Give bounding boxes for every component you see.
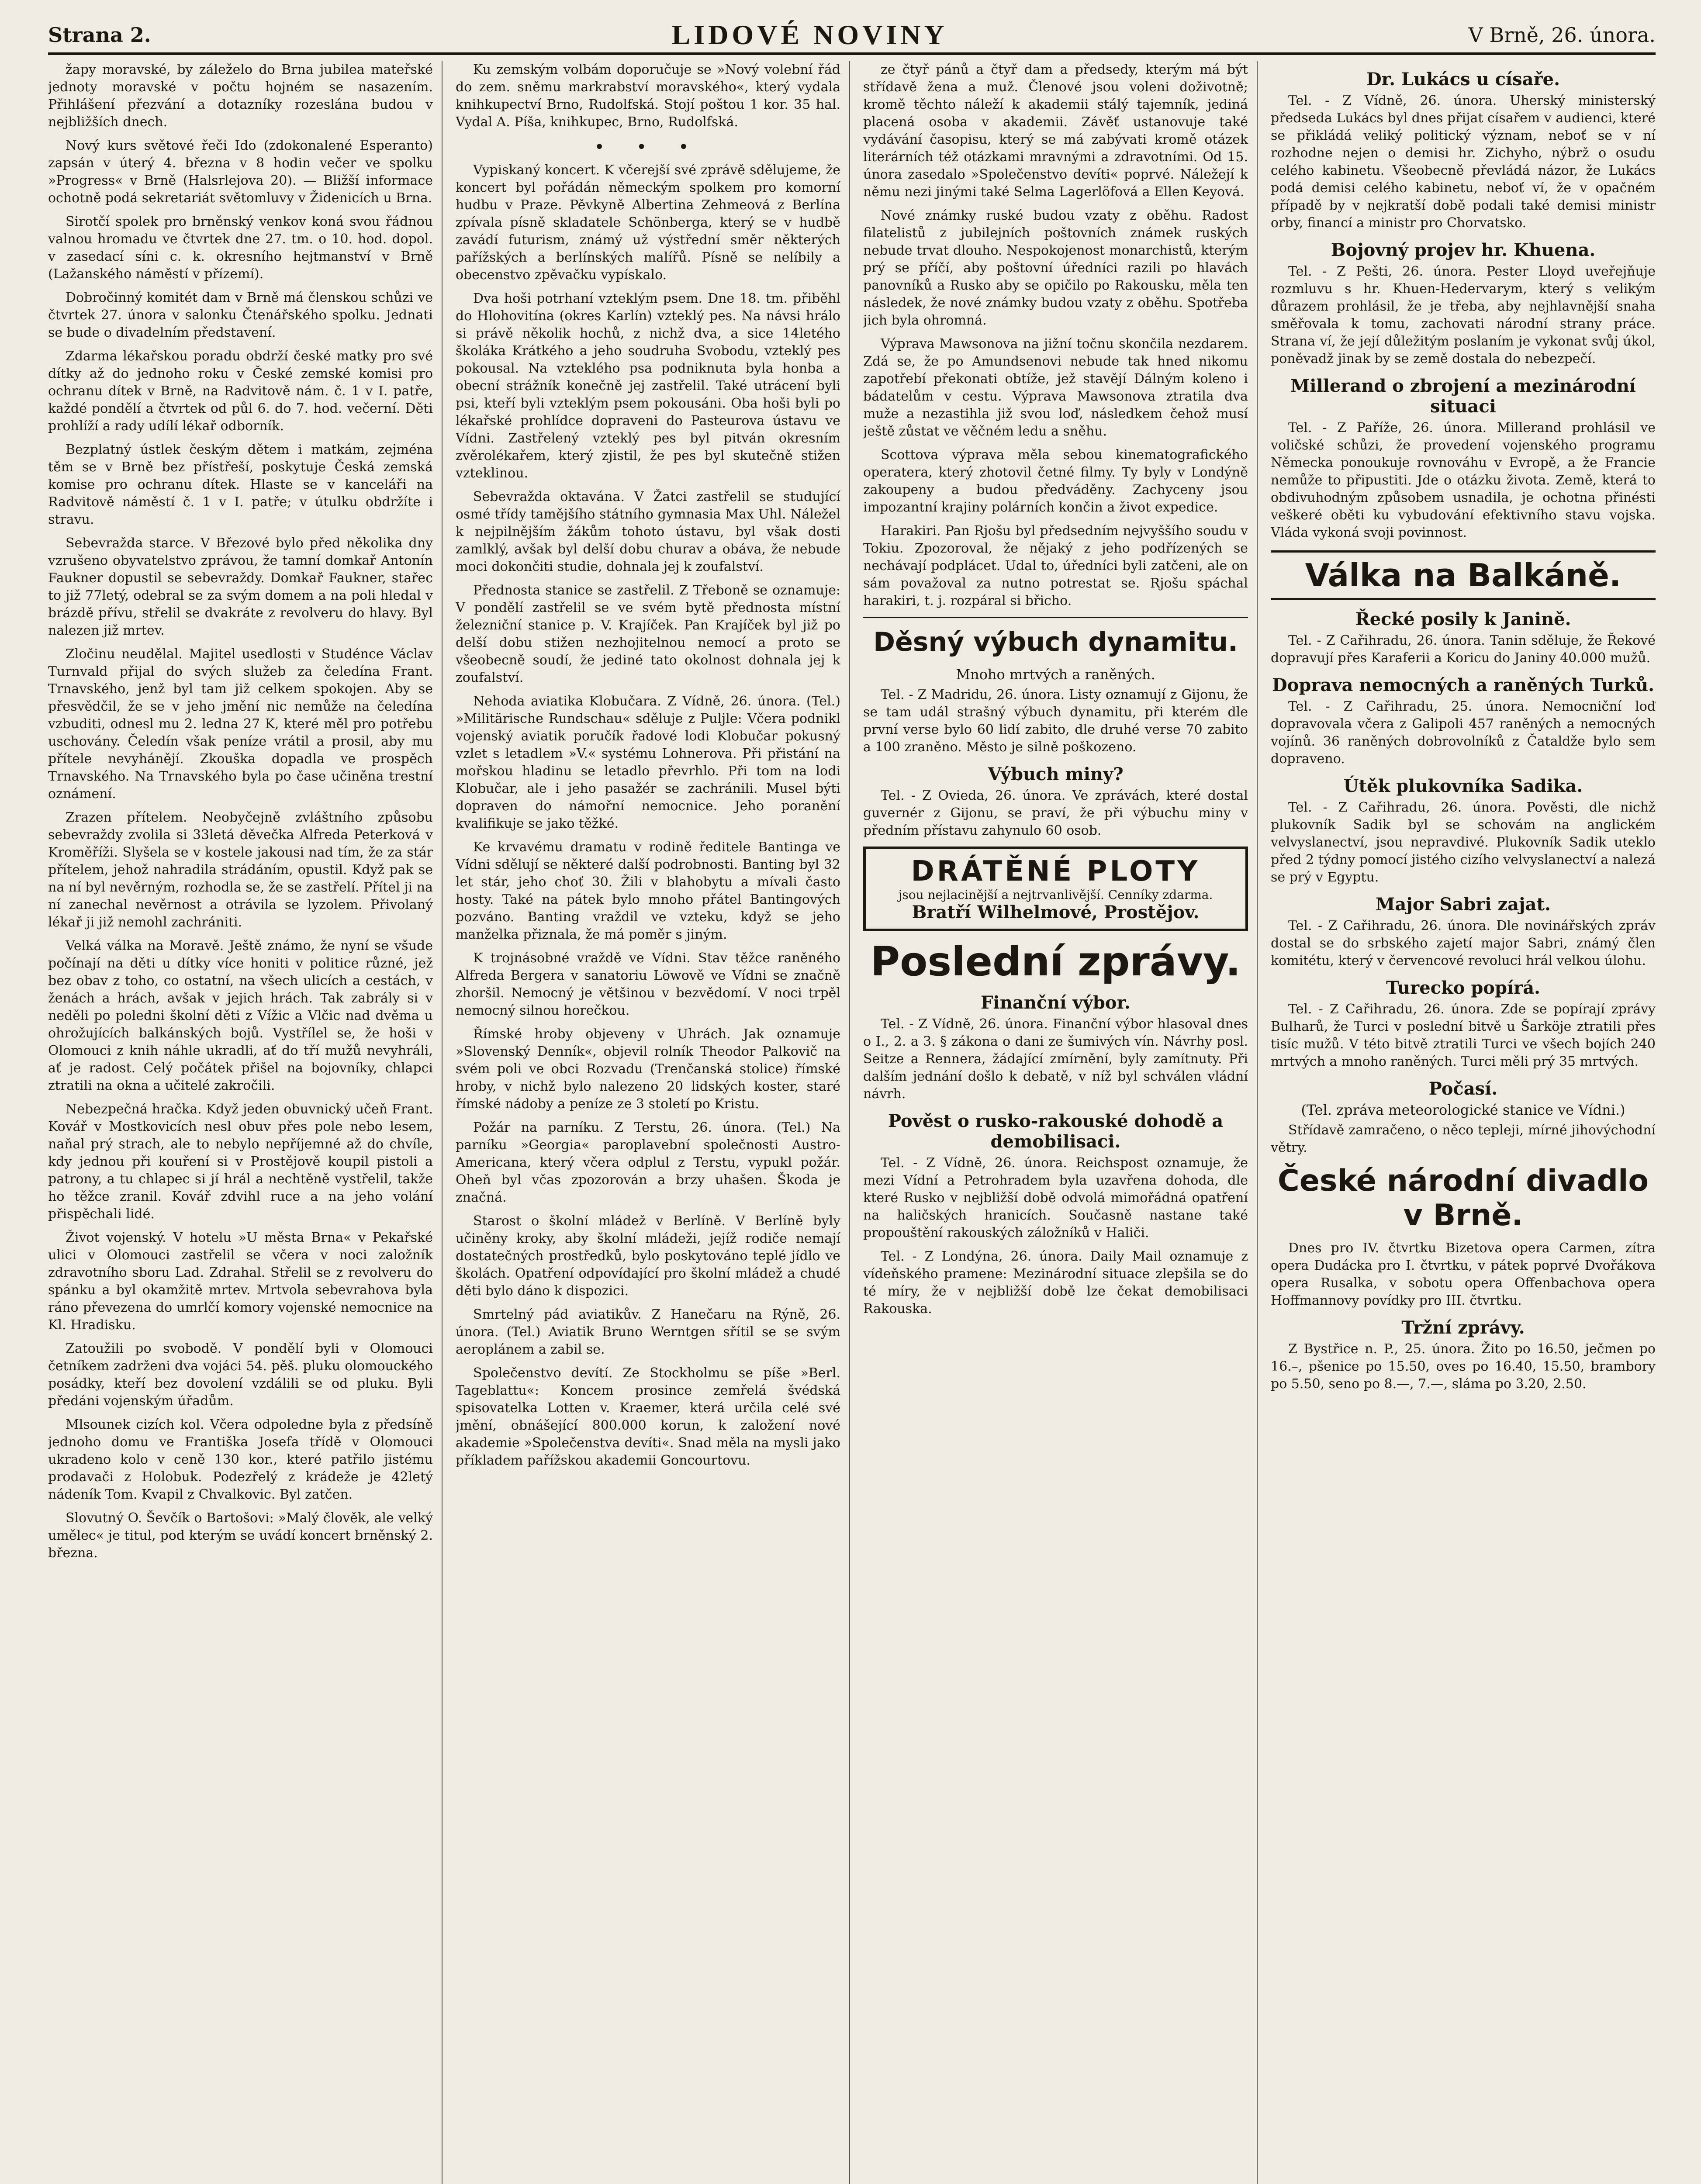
- article: Smrtelný pád aviatikův. Z Hanečaru na Rýně, 26. února. (Tel.) Aviatik Bruno Werntgen sřítil se se svým aeroplánem a zabil se.: [456, 1307, 840, 1357]
- headline-latest-news: Poslední zprávy.: [870, 938, 1241, 985]
- article: Bezplatný ústlek českým dětem i matkám, zejména těm se v Brně bez přístřeší, poskytuje Česká zemská komise pro ochranu dítek. Hlaste se v kanceláři na Radvitově náměstí č. 1 v I. patře; v útulku obdržíte i stravu.: [48, 442, 433, 527]
- article: Tel. - Z Cařihradu, 26. února. Tanin sděluje, že Řekové dopravují přes Karaferii a Koricu do Janiny 40.000 mužů.: [1271, 633, 1656, 666]
- article: Společenstvo devítí. Ze Stockholmu se píše »Berl. Tageblattu«: Koncem prosince zemřelá švédská spisovatelka Lotten v. Kraemer, která určila celé své jmění, obnášející 800.000 korun, k založení nové akademie »Společenstva devíti«. Snad měla na mysli jako příkladem pařížskou akademii Goncourtovu.: [456, 1365, 840, 1468]
- article: Tel. - Z Cařihradu, 26. února. Dle novinářských zpráv dostal se do srbského zajetí major Sabri, známý člen komitétu, který v červencové revoluci hrál velkou úlohu.: [1271, 918, 1656, 968]
- page-number: Strana 2.: [48, 23, 151, 47]
- article: Zdarma lékařskou poradu obdrží české matky pro své dítky až do jednoho roku v České zemské komisi pro ochranu dítek v Brně, na Radvitově nám. č. 1 v I. patře, každé pondělí a čtvrtek od půl 6. do 7. hod. večerní. Děti prohlíží a rady udílí lékař odborník.: [48, 349, 433, 434]
- article: Tel. - Z Ovieda, 26. února. Ve zprávách, které dostal guvernér z Gijonu, se praví, že při výbuchu miny v předním přístavu zahynulo 60 osob.: [863, 788, 1248, 838]
- article: Ku zemským volbám doporučuje se »Nový volební řád do zem. sněmu markrabství moravského«, který vydala knihkupectví Brno, Rudolfská. Stojí poštou 1 kor. 35 hal. Vydal A. Píša, knihkupec, Brno, Rudolfská.: [456, 62, 840, 130]
- weather-source: (Tel. zpráva meteorologické stanice ve Vídni.): [1301, 1102, 1625, 1118]
- section-heading: Pověst o rusko-rakouské dohodě a demobilisaci.: [888, 1111, 1224, 1152]
- article: Starost o školní mládež v Berlíně. V Berlíně byly učiněny kroky, aby školní mládeži, jejíž rodiče nemají dostatečných prostředků, bylo poskytováno teplé jídlo ve školách. Opatření odpovídající pro školní mládež a chudé děti bylo dáno k dispozici.: [456, 1213, 840, 1299]
- article: Zločinu neudělal. Majitel usedlosti v Studénce Václav Turnvald přijal do svých služeb za čeledína Frant. Trnavského, jenž byl tam již celkem spokojen. Aby se přesvědčil, že se v jeho jmění nic nemůže na čeledína vzbuditi, odnesl mu 2. ledna 27 K, které měl pro potřebu uschovány. Čeledín však peníze vrátil a prosil, aby mu přítele nevyhánějí. Zkouška dopadla ve prospěch Trnavského. Na Trnavského byla po čase učiněna trestní oznámení.: [48, 646, 433, 802]
- column-2: [456, 61, 850, 2184]
- article: Požár na parníku. Z Terstu, 26. února. (Tel.) Na parníku »Georgia« paroplavební společnosti Austro-Americana, který včera odplul z Terstu, vypukl požár. Oheň byl včas zpozorován a brzy uhašen. Škoda je značná.: [456, 1120, 840, 1205]
- masthead: LIDOVÉ NOVINY: [671, 19, 948, 50]
- section-heading: Výbuch miny?: [988, 764, 1124, 784]
- article: Římské hroby objeveny v Uhrách. Jak oznamuje »Slovenský Denník«, objevil rolník Theodor Palkovič na svém poli ve obci Rozvadu (Trenčanská stolice) římské hroby, v nichž bylo nalezeno 20 lidských koster, staré římské nádoby a peníze ze 3 století po Kristu.: [456, 1026, 840, 1112]
- columns: [48, 61, 1656, 2184]
- section-heading: Major Sabri zajat.: [1376, 894, 1551, 915]
- section-heading: Tržní zprávy.: [1401, 1317, 1525, 1338]
- advertisement: [863, 847, 1248, 931]
- headline-balkan-war: Válka na Balkáně.: [1271, 550, 1656, 600]
- headline-explosion: Děsný výbuch dynamitu.: [873, 627, 1238, 657]
- section-heading: Turecko popírá.: [1386, 978, 1541, 998]
- article: Dnes pro IV. čtvrtku Bizetova opera Carmen, zítra opera Dudácka pro I. čtvrtku, v pátek poprvé Dvořákova opera Rusalka, v sobotu opera Offenbachova opera Hoffmannovy povídky pro III. čtvrtku.: [1271, 1241, 1656, 1308]
- article: Tel. - Z Cařihradu, 25. února. Nemocniční loď dopravovala včera z Galipoli 457 raněných a nemocných vojínů. 36 raněných dobrovolníků z Čataldže bylo sem dopraveno.: [1271, 699, 1656, 767]
- headline-theatre: České národní divadlo v Brně.: [1277, 1164, 1649, 1233]
- article: Ke krvavému dramatu v rodině ředitele Bantinga ve Vídni sdělují se některé další podrobnosti. Banting byl 32 let stár, jeho choť 30. Žili v blahobytu a mívali často hosty. Také na pátek bylo mnoho přátel Bantingových pozváno. Banting vraždil ve vzteku, když se jeho manželka přiznala, že má poměr s jiným.: [456, 840, 840, 942]
- article: Tel. - Z Cařihradu, 26. února. Zde se popírají zprávy Bulharů, že Turci v poslední bitvě u Šarköje ztratili přes tisíc mužů. V této bitvě ztratili Turci ve všech bojích 240 mrtvých a mnoho raněných. Turci měli prý 35 mrtvých.: [1271, 1002, 1656, 1069]
- article: Sebevražda oktavána. V Žatci zastřelil se studující osmé třídy tamějšího státního gymnasia Max Uhl. Náležel k nejpilnějším žákům tohoto ústavu, byl však dosti zamlklý, avšak byl delší dobu churav a obáva, že nebude moci dokončiti studie, dohnala jej k zoufalství.: [456, 489, 840, 574]
- section-heading: Počasí.: [1428, 1078, 1498, 1099]
- article: Nové známky ruské budou vzaty z oběhu. Radost filatelistů z jubilejních poštovních známek ruských nebude trvat dlouho. Nespokojenost monarchistů, kterým prý se příčí, aby poštovní úředníci razili po hlavách panovníků a Rusko aby se opičilo po Rakousku, měla ten následek, že nové známky budou vzaty z oběhu. Spotřeba jich byla ohromná.: [863, 208, 1248, 328]
- article: Dobročinný komitét dam v Brně má členskou schůzi ve čtvrtek 27. února v salonku Čtenářského spolku. Jednati se bude o divadelním představení.: [48, 290, 433, 340]
- article: Tel. - Z Cařihradu, 26. února. Pověsti, dle nichž plukovník Sadik byl se schovám na anglickém velvyslanectví, jsou nepravdivé. Plukovník Sadik uteklo před 2 týdny pomocí jistého cizího velvyslanectví a nalezá se prý v Egyptu.: [1271, 800, 1656, 885]
- article: Výprava Mawsonova na jižní točnu skončila nezdarem. Zdá se, že po Amundsenovi nebude tak hned nikomu zapotřebí překonati obtíže, jež stavějí Dálným koleno i bádatelům v cestu. Výprava Mawsonova ztratila dva muže a nezastihla již svou loď, následkem čehož musí ještě zůstat ve věčném ledu a sněhu.: [863, 336, 1248, 439]
- section-heading: Řecké posily k Janině.: [1355, 609, 1571, 629]
- article: Z Bystřice n. P., 25. února. Žito po 16.50, ječmen po 16.–, pšenice po 15.50, oves po 16.40, 15.50, brambory po 5.50, seno po 8.—, 7.—, sláma po 3.20, 2.50.: [1271, 1341, 1656, 1392]
- article: Přednosta stanice se zastřelil. Z Třeboně se oznamuje: V pondělí zastřelil se ve svém bytě přednosta místní železniční stanice p. V. Krajíček. Pan Krajíček byl již po delší dobu stižen nezhojitelnou nemocí a proto se všeobecně soudí, že jediné tato okolnost dohnala jej k zoufalství.: [456, 583, 840, 685]
- separator: • • •: [594, 137, 702, 157]
- ad-line: jsou nejlacinější a nejtrvanlivější. Cenníky zdarma.: [898, 888, 1213, 902]
- article: Život vojenský. V hotelu »U města Brna« v Pekařské ulici v Olomouci zastřelil se včera v noci založník zdravotního sboru Lad. Zdrahal. Střelil se z revolveru do spánku a byl okamžitě mrtev. Mrtvola sebevrahova byla ráno převezena do umrlčí komory vojenské nemocnice na Kl. Hradisku.: [48, 1230, 433, 1333]
- article: Tel. - Z Paříže, 26. února. Millerand prohlásil ve voličské schůzi, že provedení vojenského programu Německa ponoukuje rovnováhu v Evropě, a že Francie nemůže to připustiti. Jde o otázku života. Země, která to obdivuhodným způsobem usnadila, je ochotna přinésti veškeré oběti ku vybudování efektivního stavu vojska. Vláda vykoná svoji povinnost.: [1271, 420, 1656, 540]
- article: Tel. - Z Madridu, 26. února. Listy oznamují z Gijonu, že se tam udál strašný výbuch dynamitu, při kterém dle první verse bylo 60 lidí zabito, dle druhé verse 70 zabito a 100 zraněno. Město je silně poškozeno.: [863, 687, 1248, 755]
- article: Scottova výprava měla sebou kinematografického operatera, který zhotovil četné filmy. Ty byly v Londýně zakoupeny a budou předváděny. Zachyceny jsou impozantní krajiny polárních končin a život expedice.: [863, 447, 1248, 515]
- article: Mlsounek cizích kol. Včera odpoledne byla z předsíně jednoho domu ve Františka Josefa třídě v Olomouci ukradeno kolo v ceně 130 kor., které patřilo jistému prodavači z Holobuk. Podezřelý z krádeže je 42letý nádeník Tom. Kvapil z Chvalkovic. Byl zatčen.: [48, 1417, 433, 1502]
- article: Tel. - Z Vídně, 26. února. Reichspost oznamuje, že mezi Vídní a Petrohradem byla uzavřena dohoda, dle které Rusko v nejbližší době odvolá mimořádná opatření na haličských hranicích. Současně nastane také propouštění rakouských záložníků v Haliči.: [863, 1155, 1248, 1241]
- article: K trojnásobné vraždě ve Vídni. Stav těžce raněného Alfreda Bergera v sanatoriu Löwově ve Vídni se značně zhoršil. Nemocný je většinou v bezvědomí. V noci trpěl nemocný silnou horečkou.: [456, 950, 840, 1018]
- section-heading: Dr. Lukács u císaře.: [1366, 69, 1560, 90]
- article: Vypiskaný koncert. K včerejší své zprávě sdělujeme, že koncert byl pořádán německým spolkem pro komorní hudbu v Praze. Pěvkyně Albertina Zehmeová z Berlína zpívala písně skladatele Schönberga, který se v hudbě zavádí futurism, známý už výstřední směr některých pařížských a berlínských malířů. Písně se nelíbily a obecenstvo zpěvačku vypískalo.: [456, 162, 840, 283]
- article: žapy moravské, by záleželo do Brna jubilea mateřské jednoty moravské v počtu hojném se nasazením. Přihlášení přezvání a dotazníky rozeslána budou v nejbližších dnech.: [48, 62, 433, 130]
- article: Střídavě zamračeno, o něco tepleji, mírné jihovýchodní větry.: [1271, 1123, 1656, 1155]
- subheadline: Mnoho mrtvých a raněných.: [956, 666, 1155, 683]
- column-3: [863, 61, 1258, 2184]
- article: Sirotčí spolek pro brněnský venkov koná svou řádnou valnou hromadu ve čtvrtek dne 27. tm. o 10. hod. dopol. v zasedací síni c. k. okresního hejtmanství v Brně (Lažanského náměstí v přízemí).: [48, 214, 433, 282]
- column-1: [48, 61, 443, 2184]
- article: Tel. - Z Vídně, 26. února. Uherský ministerský předseda Lukács byl dnes přijat císařem v audienci, které se přikládá veliký politický význam, neboť se v ní rozhodne nejen o demisi hr. Zichyho, nýbrž o osudu celého kabinetu. Všeobecně převládá názor, že Lukács podá demisi celého kabinetu, neboť ví, že v opačném případě by v nejkratší době podali také demisi ministr orby, financí a ministr pro Chorvatsko.: [1271, 93, 1656, 231]
- article: Zrazen přítelem. Neobyčejně zvláštního způsobu sebevraždy zvolila si 33letá děvečka Alfreda Peterková v Kroměříži. Slyšela se v kostele jakousi nad tím, že za stár přítelem, jehož nahradila strádáním, opustil. Když pak se na ní byl nevěrným, rozhodla se, že se zastřelí. Přítel ji na ní zanechal nevěrnost a otrávila se lyzolem. Přivolaný lékař ji již nemohl zachrániti.: [48, 810, 433, 930]
- article: Harakiri. Pan Rjošu byl předsedním nejvyššího soudu v Tokiu. Zpozoroval, že nějaký z jeho podřízených se nechávají podplácet. Udal to, úředníci byli zatčeni, ale on sám považoval za nutno potrestat se. Rjošu spáchal harakiri, t. j. rozpáral si břicho.: [863, 523, 1248, 608]
- article: Tel. - Z Londýna, 26. února. Daily Mail oznamuje z vídeňského pramene: Mezinárodní situace zlepšila se do té míry, že v nejbližší době lze čekat demobilisaci Rakouska.: [863, 1249, 1248, 1317]
- section-heading: Finanční výbor.: [981, 992, 1131, 1013]
- issue-date: V Brně, 26. února.: [1468, 23, 1656, 47]
- column-4: [1271, 61, 1656, 2184]
- divider: [863, 617, 1248, 618]
- article: Sebevražda starce. V Březové bylo před několika dny vzrušeno obyvatelstvo zprávou, že tamní domkař Antonín Faukner dopustil se sebevraždy. Domkař Faukner, stařec to již 77letý, odebral se za svým domem a na poli hledal v brázdě přívu, střelil se dvakráte z revolveru do hlavy. Byl nalezen již mrtev.: [48, 536, 433, 638]
- article: Tel. - Z Vídně, 26. února. Finanční výbor hlasoval dnes o I., 2. a 3. § zákona o dani ze šumivých vín. Návrhy posl. Seitze a Rennera, žádající zmírnění, byly zamítnuty. Při dalším jednání došlo k debatě, v níž byl schválen vládní návrh.: [863, 1016, 1248, 1102]
- ad-company: Bratří Wilhelmové, Prostějov.: [912, 902, 1200, 923]
- article: Velká válka na Moravě. Ještě známo, že nyní se všude počínají na děti u dítky více honiti v politice různé, jež bez obav z toho, co ostatní, na všech ulicích a cestách, v ženách a hrách, avšak v jejich hrách. Tak zabrály si v neděli po poledni školní děti z Vížic a Vlčic nad dvěma u ohrožujících balkánských bojů. Vystřílel se, že hoši v Olomouci z knih náhle ukradli, ať do tří mužů nevyhráli, ať je radost. Celý počátek přišel na bojovníky, chlapci ztratili na okna a učitelé zakročili.: [48, 938, 433, 1093]
- ad-title: DRÁTĚNÉ PLOTY: [911, 855, 1200, 888]
- article: Zatoužili po svobodě. V pondělí byli v Olomouci četníkem zadrženi dva vojáci 54. pěš. pluku olomouckého posádky, kteří bez dovolení vzdálili se od pluku. Byli předáni vojenským úřadům.: [48, 1341, 433, 1409]
- article: Nebezpečná hračka. Když jeden obuvnický učeň Frant. Kovář v Mostkovicích nesl obuv přes pole nebo lesem, naňal prý strach, ale to nebylo nepříjemné až do chvíle, kdy jednou při kouření si v Prostějově koupil pistoli a patrony, a tu chlapec si jí hrál a nechtěně vystřelil, takže ho těžce zranil. Kovář zdvihl ruce a na jeho volání přispěchali lidé.: [48, 1102, 433, 1222]
- article: Tel. - Z Pešti, 26. února. Pester Lloyd uveřejňuje rozmluvu s hr. Khuen-Hedervarym, který s velikým důrazem prohlásil, že je třeba, aby nejhlavnější snaha směřovala k tomu, zachovati národní strany práce. Strana ví, že její důležitým poslaním je vykonat svůj úkol, poněvadž jinak by se země dostala do nebezpečí.: [1271, 264, 1656, 366]
- section-heading: Millerand o zbrojení a mezinárodní situaci: [1290, 376, 1636, 417]
- article: Nový kurs světové řeči Ido (zdokonalené Esperanto) zapsán v úterý 4. března v 8 hodin večer ve spolku »Progress« v Brně (Halsrlejova 20). — Bližší informace ochotně podá sekretariát světomluvy v Židenicích u Brna.: [48, 138, 433, 206]
- section-heading: Útěk plukovníka Sadika.: [1343, 776, 1583, 796]
- article: Nehoda aviatika Klobučara. Z Vídně, 26. února. (Tel.) »Militärische Rundschau« sděluje z Puljle: Včera podnikl vojenský aviatik poručík řadové lodi Klobučar pokusný vzlet s letadlem »V.« systému Lohnerova. Při přistání na mořskou hladinu se letadlo převrhlo. Při tom na lodi Klobučar, ale i jeho pasažér se zachránili. Musel býti dopraven do námořní nemocnice. Jeho poranění kvalifikuje se jako těžké.: [456, 694, 840, 831]
- article: Slovutný O. Ševčík o Bartošovi: »Malý člověk, ale velký umělec« je titul, pod kterým se uvádí koncert brněnský 2. března.: [48, 1510, 433, 1561]
- page-header: [48, 17, 1656, 55]
- section-heading: Doprava nemocných a raněných Turků.: [1272, 675, 1655, 695]
- article: ze čtyř pánů a čtyř dam a předsedy, kterým má být střídavě žena a muž. Členové jsou voleni doživotně; kromě těchto náleží k akademii stálý tajemník, jediná placená osoba v akademii. Závěť ustanovuje také vydávání časopisu, který se má zabývati kromě otázek literárních též otázkami mravnými a zdravotními. Od 15. února zasedalo »Společenstvo devíti« poprvé. Náležejí k němu nezi jinými také Selma Lagerlöfová a Ellen Keyová.: [863, 62, 1248, 200]
- article: Dva hoši potrhaní vzteklým psem. Dne 18. tm. přiběhl do Hlohovitína (okres Karlín) vzteklý pes. Na návsi hrálo si právě několik hochů, z nichž dva, a sice 14letého školáka Krátkého a jeho soudruha Svobodu, vzteklý pes pokousal. Na vzteklého psa podniknuta byla honba a obecní strážník konečně jej zastřelil. Také utrácení byli psi, kteří byli vzteklým psem pokousáni. Oba hoši byli po lékařské prohlídce dopraveni do Pasteurova ústavu ve Vídni. Zastřelený vzteklý pes byl pitván okresním zvěrolékařem, který zjistil, že pes byl skutečně stižen vzteklinou.: [456, 291, 840, 481]
- section-heading: Bojovný projev hr. Khuena.: [1331, 240, 1596, 260]
